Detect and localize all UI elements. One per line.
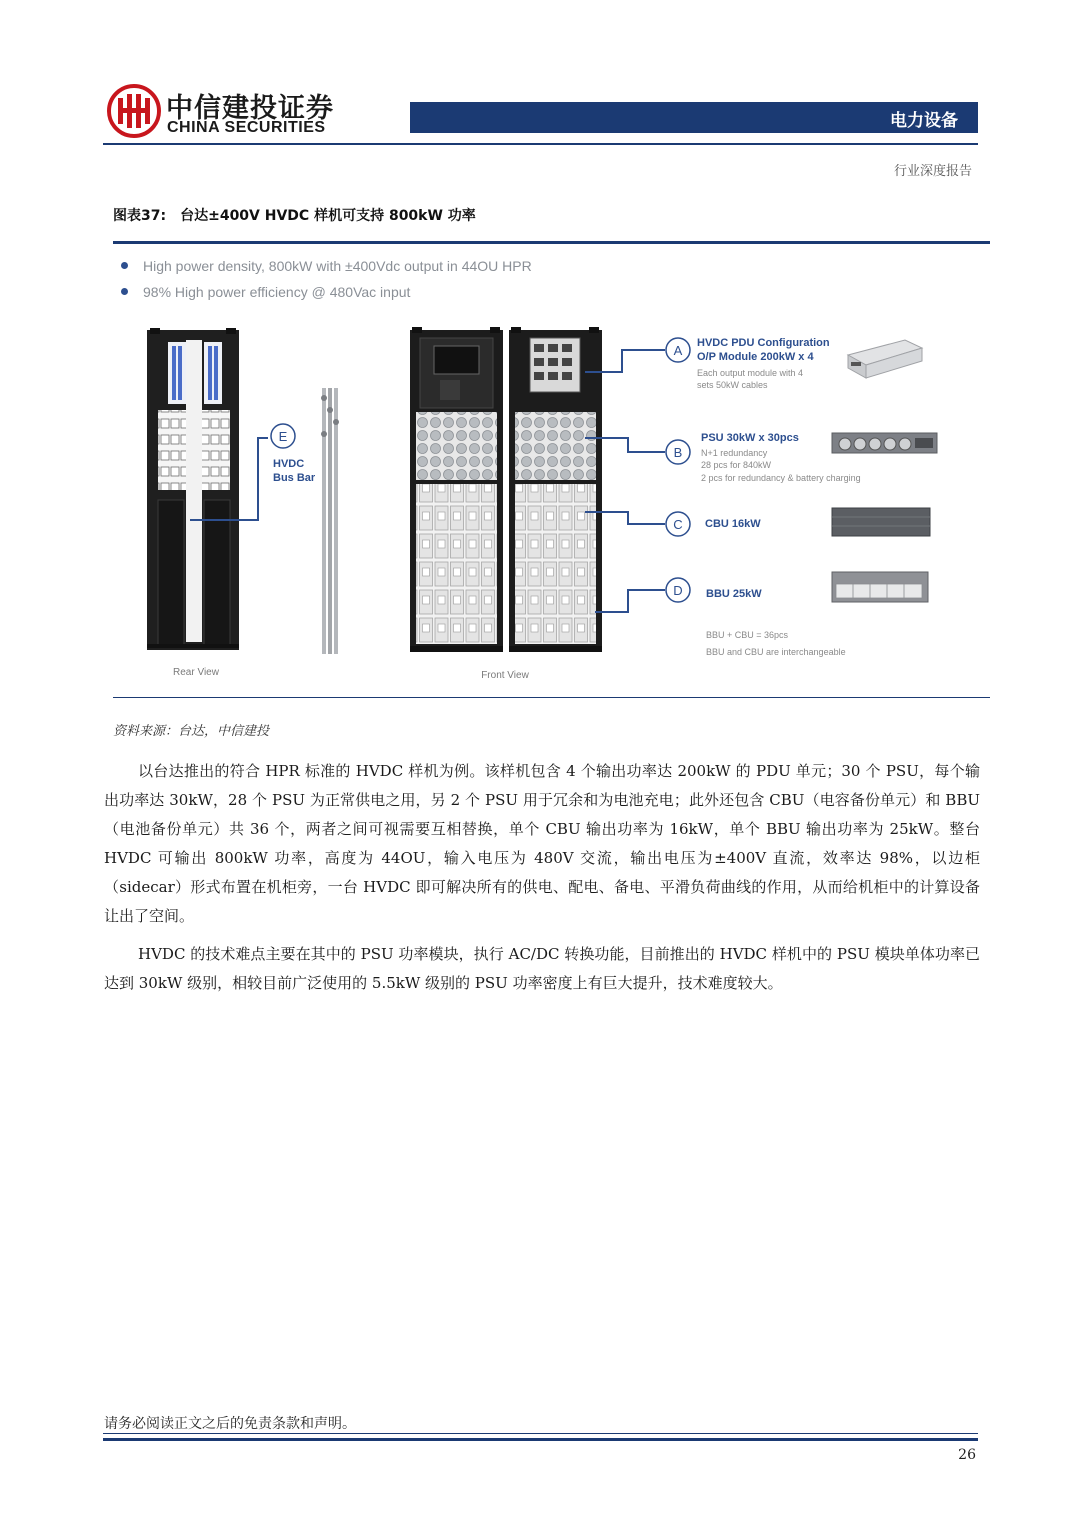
footer-divider (103, 1433, 978, 1434)
figure-bottom-rule (113, 697, 990, 698)
china-securities-logo-icon (107, 84, 161, 138)
callout-c-letter: C (673, 517, 683, 532)
front-view-label: Front View (481, 670, 529, 681)
callout-b-letter: B (673, 445, 683, 460)
callout-b-desc: 2 pcs for redundancy & battery charging (701, 473, 861, 483)
section-banner (410, 102, 978, 133)
cbu-module-image (832, 508, 930, 536)
callout-e-letter: E (278, 429, 288, 444)
figure-source: 资料来源：台达，中信建投 (113, 724, 270, 739)
psu-module-image (832, 433, 937, 453)
callout-a-desc: Each output module with 4 (697, 368, 804, 378)
callout-b-title: PSU 30kW x 30pcs (701, 432, 799, 444)
pdu-module-image (848, 340, 922, 378)
figure-label: 图表37: (113, 208, 167, 224)
bus-bar-rods (321, 388, 339, 654)
bbu-cbu-note: BBU + CBU = 36pcs (706, 630, 789, 640)
page-number: 26 (958, 1447, 976, 1463)
bbu-module-image (832, 572, 928, 602)
logo-text-en: CHINA SECURITIES (167, 119, 326, 136)
header-divider (103, 143, 978, 145)
rear-view-cabinet (147, 328, 239, 650)
callout-d-title: BBU 25kW (706, 588, 762, 600)
figure-bullet: 98% High power efficiency @ 480Vac input (121, 284, 410, 300)
figure-top-rule (113, 241, 990, 244)
callout-a-title: O/P Module 200kW x 4 (697, 351, 814, 363)
callout-b-desc: N+1 redundancy (701, 448, 768, 458)
report-type: 行业深度报告 (893, 164, 972, 179)
figure-bullet: High power density, 800kW with ±400Vdc output in 44OU HPR (121, 258, 532, 274)
body-paragraph-2: HVDC 的技术难点主要在其中的 PSU 功率模块，执行 AC/DC 转换功能，目前推出的 HVDC 样机中的 PSU 模块单体功率已达到 30kW 级别，相较目前广泛使用的 5.5kW 级别的 PSU 功率密度上有巨大提升，技术难度较大。 (104, 945, 980, 992)
figure-caption (113, 205, 490, 225)
callout-e-title: HVDC (273, 458, 305, 470)
front-view-cabinet-right (509, 327, 602, 652)
callout-d-line (595, 590, 665, 612)
section-title: 电力设备 (890, 111, 958, 131)
front-view-cabinet-left (410, 327, 503, 652)
logo-text-cn: 中信建投证券 (166, 93, 334, 124)
bullet-dot-icon (121, 288, 128, 295)
callout-b-desc: 28 pcs for 840kW (701, 460, 772, 470)
bbu-cbu-note: BBU and CBU are interchangeable (706, 647, 846, 657)
rear-view-label: Rear View (173, 667, 219, 678)
callout-a-title: HVDC PDU Configuration (697, 337, 830, 349)
callout-c-title: CBU 16kW (705, 518, 761, 530)
callout-a-letter: A (673, 343, 683, 358)
hvdc-cabinet-figure (110, 320, 990, 694)
body-paragraph-1: 以台达推出的符合 HPR 标准的 HVDC 样机为例。该样机包含 4 个输出功率达 200kW 的 PDU 单元；30 个 PSU，每个输出功率达 30kW，28 个 PSU 为正常供电之用，另 2 个 PSU 用于冗余和为电池充电；此外还包含 CBU（电容备份单元）和 BBU（电池备份单元）共 36 个，两者之间可视需要互相替换，单个 CBU 输出功率为 16kW，单个 BBU 输出功率为 25kW。整台 HVDC 可输出 800kW 功率，高度为 44OU，输入电压为 480V 交流，输出电压为±400V 直流，效率达 98%，以边柜（sidecar）形式布置在机柜旁，一台 HVDC 即可解决所有的供电、配电、备电、平滑负荷曲线的作用，从而给机柜中的计算设备让出了空间。 (104, 762, 980, 925)
footer-divider (103, 1438, 978, 1441)
callout-d-letter: D (673, 583, 683, 598)
callout-e-title: Bus Bar (273, 472, 316, 484)
callout-a-desc: sets 50kW cables (697, 380, 768, 390)
figure-title: 台达±400V HVDC 样机可支持 800kW 功率 (180, 208, 476, 224)
disclaimer-note: 请务必阅读正文之后的免责条款和声明。 (104, 1416, 356, 1432)
bullet-dot-icon (121, 262, 128, 269)
